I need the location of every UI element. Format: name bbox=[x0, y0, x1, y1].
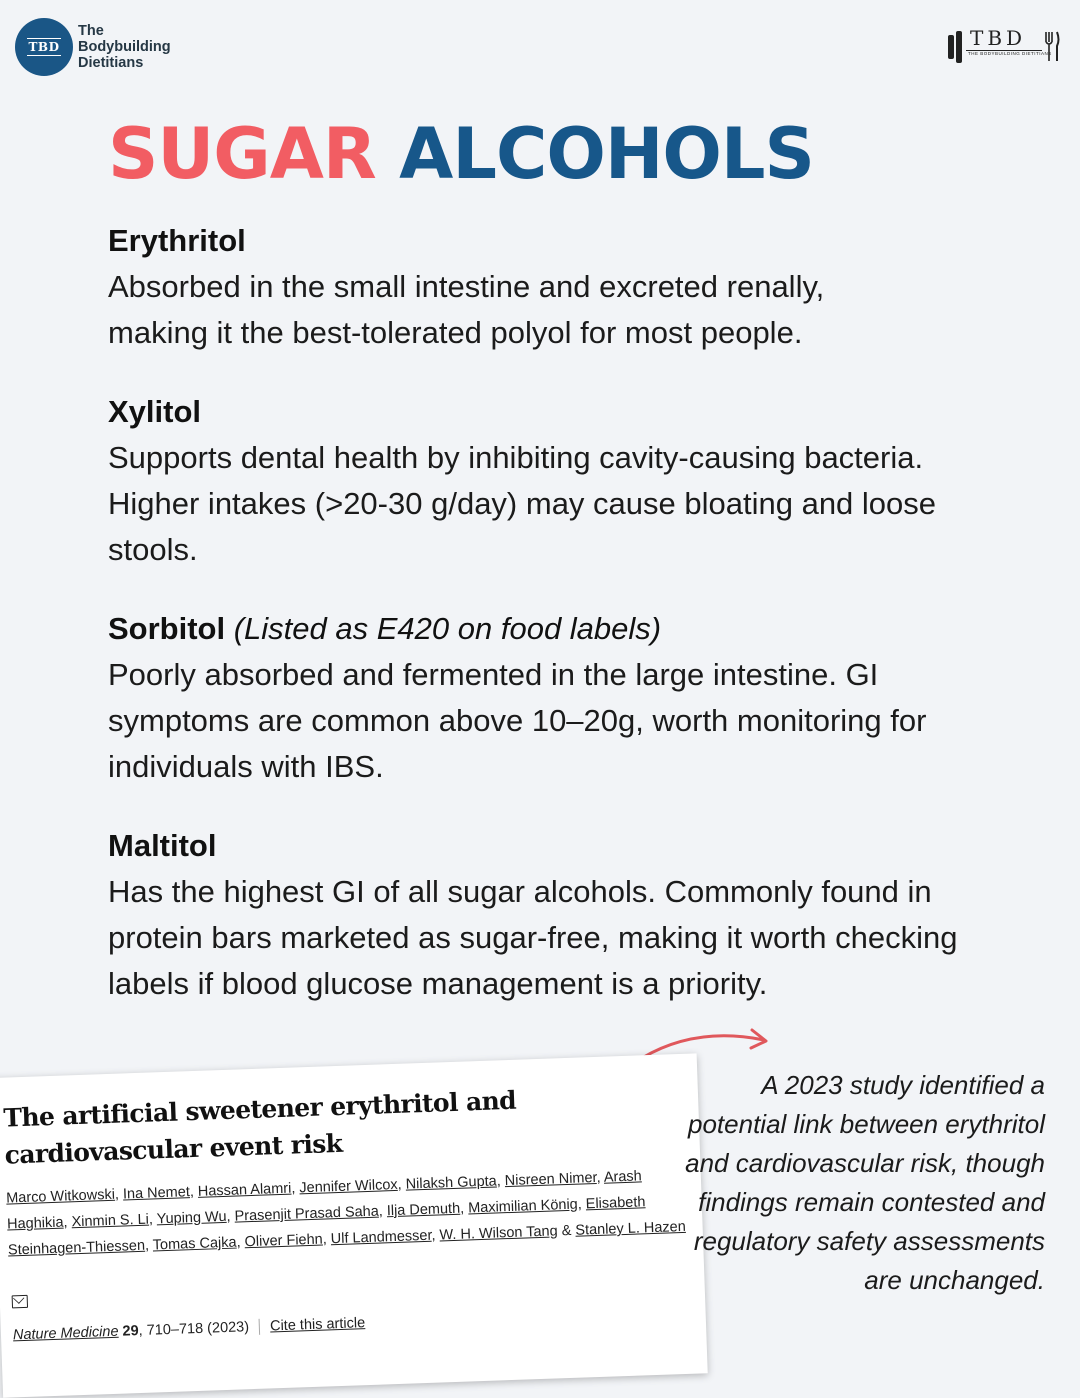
author-link[interactable]: Xinmin S. Li bbox=[71, 1211, 150, 1231]
section-xylitol bbox=[108, 389, 1008, 573]
journal-link[interactable]: Nature Medicine bbox=[12, 1323, 119, 1344]
author-link[interactable]: Prasenjit Prasad Saha bbox=[234, 1203, 380, 1225]
section-erythritol bbox=[108, 218, 1008, 356]
author-link[interactable]: Arash Haghikia bbox=[6, 1168, 642, 1233]
title-part-sugar: SUGAR bbox=[108, 113, 376, 195]
author-link[interactable]: Ulf Landmesser bbox=[330, 1227, 432, 1248]
section-heading: Erythritol bbox=[108, 223, 246, 258]
section-body: Absorbed in the small intestine and excreted renally, making it the best-tolerated polyol for most people. bbox=[108, 269, 825, 350]
author-link[interactable]: Elisabeth Steinhagen-Thiessen bbox=[7, 1194, 646, 1259]
volume: 29 bbox=[122, 1323, 139, 1340]
pages: , 710–718 (2023) bbox=[138, 1319, 250, 1340]
author-link[interactable]: Ilja Demuth bbox=[386, 1200, 461, 1220]
section-heading: Sorbitol (Listed as E420 on food labels) bbox=[108, 611, 662, 646]
page-title bbox=[108, 112, 814, 196]
author-link[interactable]: Nisreen Nimer bbox=[504, 1169, 597, 1190]
section-sorbitol bbox=[108, 606, 1008, 790]
brand-name-line: Dietitians bbox=[78, 55, 144, 71]
author-link[interactable]: Ina Nemet bbox=[122, 1184, 191, 1203]
author-link[interactable]: Yuping Wu bbox=[156, 1208, 227, 1228]
author-link[interactable]: Nilaksh Gupta bbox=[405, 1173, 497, 1193]
cite-article-link[interactable]: Cite this article bbox=[269, 1315, 366, 1335]
title-part-alcohols: ALCOHOLS bbox=[399, 113, 814, 195]
tbd-barbell-logo-icon: TBD THE BODYBUILDING DIETITIANS bbox=[948, 26, 1060, 66]
brand-name-line: Bodybuilding bbox=[78, 39, 171, 55]
author-link[interactable]: W. H. Wilson Tang bbox=[439, 1223, 558, 1244]
study-caption: A 2023 study identified a potential link between erythritol and cardiovascular risk, though findings remain contested and regulatory safety assessments are unchanged. bbox=[685, 1070, 1045, 1295]
section-note: (Listed as E420 on food labels) bbox=[233, 611, 662, 646]
divider bbox=[259, 1319, 261, 1335]
section-heading: Xylitol bbox=[108, 394, 202, 429]
brand-name bbox=[78, 23, 171, 71]
author-link[interactable]: Tomas Cajka bbox=[152, 1234, 237, 1254]
section-body: Has the highest GI of all sugar alcohols. Commonly found in protein bars marketed as sugar-free, making it worth checking labels if blood glucose management is a priority. bbox=[108, 874, 958, 1001]
author-link[interactable]: Stanley L. Hazen bbox=[575, 1218, 687, 1239]
section-maltitol bbox=[108, 823, 1008, 1007]
brand-header bbox=[15, 18, 171, 76]
brand-name-line: The bbox=[78, 23, 104, 39]
author-link[interactable]: Oliver Fiehn bbox=[244, 1231, 324, 1251]
author-link[interactable]: Jennifer Wilcox bbox=[299, 1176, 398, 1197]
paper-screenshot bbox=[0, 1053, 708, 1397]
section-body: Supports dental health by inhibiting cavity-causing bacteria. Higher intakes (>20-30 g/day) may cause bloating and loose stools. bbox=[108, 440, 937, 567]
paper-title: The artificial sweetener erythritol and cardiovascular event risk bbox=[2, 1085, 517, 1170]
tbd-logo-icon: TBD bbox=[15, 18, 73, 76]
author-link[interactable]: Marco Witkowski bbox=[5, 1186, 116, 1207]
section-heading: Maltitol bbox=[108, 828, 217, 863]
paper-authors: Marco Witkowski, Ina Nemet, Hassan Alamri, Jennifer Wilcox, Nilaksh Gupta, Nisreen Nimer, Arash Haghikia, Xinmin S. Li, Yuping Wu, Prasenjit Prasad Saha, Ilja Demuth, Maximilian König, Elisabeth Steinhagen-Thiessen, Tomas Cajka, Oliver Fiehn, Ulf Landmesser, W. H. Wilson Tang & Stanley L. Hazen bbox=[5, 1168, 687, 1259]
fork-knife-icon bbox=[1044, 30, 1060, 62]
mail-icon[interactable] bbox=[12, 1295, 28, 1309]
section-body: Poorly absorbed and fermented in the large intestine. GI symptoms are common above 10–20g, worth monitoring for individuals with IBS. bbox=[108, 657, 927, 784]
paper-citation bbox=[13, 1315, 366, 1343]
author-link[interactable]: Hassan Alamri bbox=[197, 1180, 292, 1200]
author-link[interactable]: Maximilian König bbox=[467, 1196, 579, 1217]
